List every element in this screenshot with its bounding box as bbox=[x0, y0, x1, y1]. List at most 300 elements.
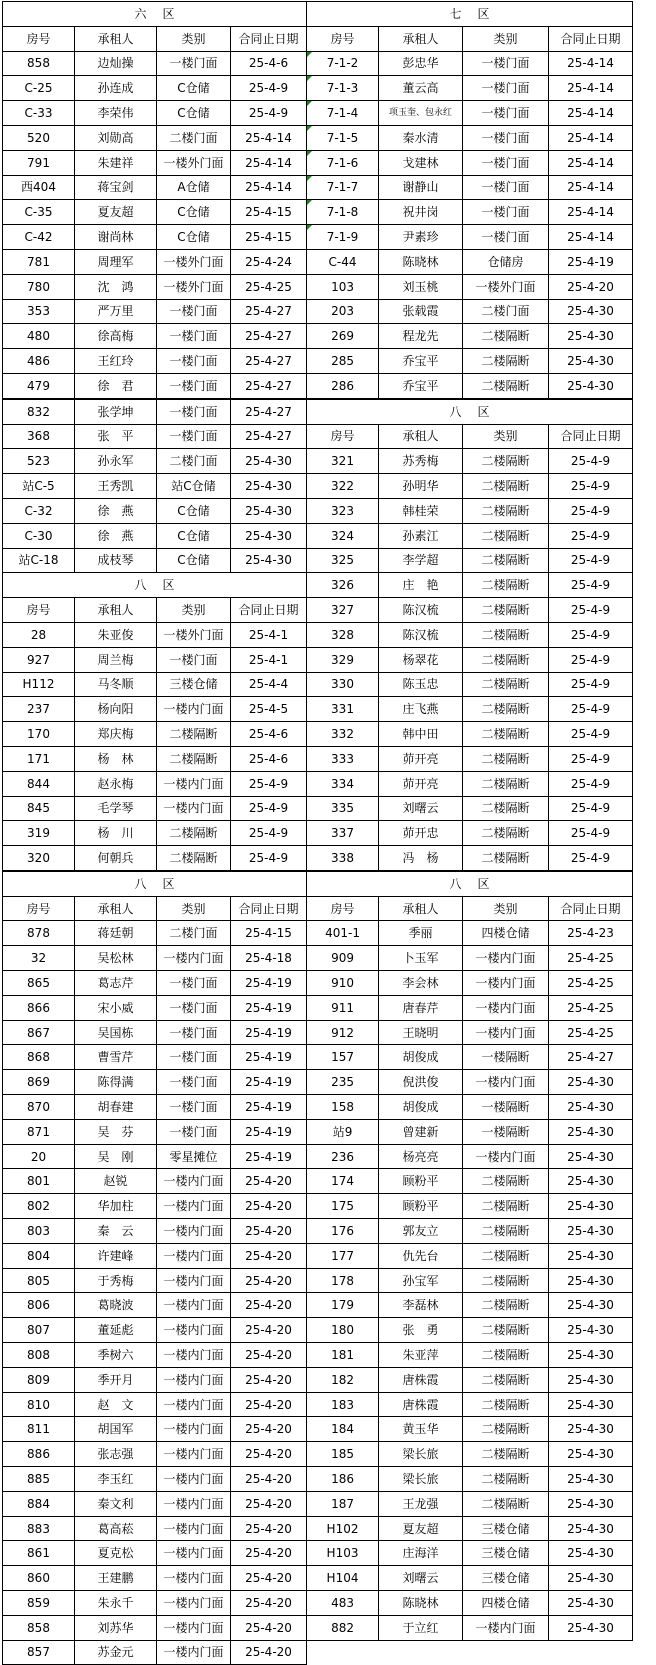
right-end-date-cell: 25-4-9 bbox=[549, 498, 633, 523]
right-tenant-cell: 梁长旅 bbox=[379, 1467, 463, 1492]
left-room-no-cell: 810 bbox=[3, 1392, 75, 1417]
right-room-no-cell: 157 bbox=[307, 1045, 379, 1070]
right-category-cell: 二楼隔断 bbox=[463, 1343, 549, 1368]
right-category-cell: 一楼门面 bbox=[463, 76, 549, 101]
right-end-date-cell: 25-4-23 bbox=[549, 921, 633, 946]
left-tenant-cell: 赵永梅 bbox=[75, 771, 157, 796]
left-tenant-cell: 苏金元 bbox=[75, 1640, 157, 1665]
right-room-no-cell: 269 bbox=[307, 324, 379, 349]
table-row bbox=[3, 101, 633, 126]
table-row bbox=[3, 51, 633, 76]
left-end-date-cell: 25-4-19 bbox=[231, 1144, 307, 1169]
left-category-cell: 二楼隔断 bbox=[157, 746, 231, 771]
right-room-no-cell: 175 bbox=[307, 1194, 379, 1219]
left-tenant-cell: 张 平 bbox=[75, 424, 157, 449]
right-end-date-cell: 25-4-30 bbox=[549, 1318, 633, 1343]
left-header-room-no: 房号 bbox=[3, 26, 75, 51]
right-category-cell: 一楼内门面 bbox=[463, 1615, 549, 1640]
left-category-cell: 一楼门面 bbox=[157, 1045, 231, 1070]
table-row bbox=[3, 523, 633, 548]
table-row bbox=[3, 200, 633, 225]
left-end-date-cell: 25-4-24 bbox=[231, 249, 307, 274]
left-header-tenant: 承租人 bbox=[75, 26, 157, 51]
left-room-no-cell: 845 bbox=[3, 796, 75, 821]
right-category-cell: 一楼门面 bbox=[463, 200, 549, 225]
section-title-row bbox=[3, 2, 633, 27]
right-category-cell: 二楼隔断 bbox=[463, 598, 549, 623]
right-room-no-cell: 235 bbox=[307, 1070, 379, 1095]
right-tenant-cell: 仇先台 bbox=[379, 1243, 463, 1268]
right-end-date-cell: 25-4-9 bbox=[549, 771, 633, 796]
left-tenant-cell: 曹雪芹 bbox=[75, 1045, 157, 1070]
left-tenant-cell: 宋小威 bbox=[75, 995, 157, 1020]
left-end-date-cell: 25-4-4 bbox=[231, 672, 307, 697]
right-end-date-cell: 25-4-30 bbox=[549, 1070, 633, 1095]
left-tenant-cell: 陈得满 bbox=[75, 1070, 157, 1095]
left-category-cell: 一楼内门面 bbox=[157, 1417, 231, 1442]
left-category-cell: C仓储 bbox=[157, 76, 231, 101]
right-room-no-cell: 7-1-6 bbox=[307, 150, 379, 175]
table-row bbox=[3, 1194, 633, 1219]
right-end-date-cell: 25-4-30 bbox=[549, 1467, 633, 1492]
left-end-date-cell: 25-4-6 bbox=[231, 722, 307, 747]
right-room-no-cell: 331 bbox=[307, 697, 379, 722]
left-room-no-cell: 871 bbox=[3, 1119, 75, 1144]
left-category-cell: 一楼内门面 bbox=[157, 1318, 231, 1343]
right-room-no-cell: 321 bbox=[307, 449, 379, 474]
right-end-date-cell: 25-4-30 bbox=[549, 1541, 633, 1566]
table-row bbox=[3, 449, 633, 474]
right-tenant-cell: 唐春芹 bbox=[379, 995, 463, 1020]
left-room-no-cell: 319 bbox=[3, 821, 75, 846]
right-header-room-no: 房号 bbox=[307, 26, 379, 51]
left-end-date-cell: 25-4-20 bbox=[231, 1640, 307, 1665]
table-row bbox=[3, 921, 633, 946]
left-tenant-cell: 董延彪 bbox=[75, 1318, 157, 1343]
left-tenant-cell: 葛高菘 bbox=[75, 1516, 157, 1541]
right-tenant-cell: 夏友超 bbox=[379, 1516, 463, 1541]
left-room-no-cell: 368 bbox=[3, 424, 75, 449]
right-header-room-no: 房号 bbox=[307, 424, 379, 449]
left-tenant-cell: 张志强 bbox=[75, 1442, 157, 1467]
left-category-cell: C仓储 bbox=[157, 200, 231, 225]
left-end-date-cell: 25-4-20 bbox=[231, 1615, 307, 1640]
right-end-date-cell: 25-4-30 bbox=[549, 1591, 633, 1616]
left-category-cell: 一楼内门面 bbox=[157, 1615, 231, 1640]
left-category-cell: 一楼内门面 bbox=[157, 1268, 231, 1293]
right-header-end-date: 合同止日期 bbox=[549, 424, 633, 449]
left-tenant-cell: 沈 鸿 bbox=[75, 274, 157, 299]
right-tenant-cell: 祝井岗 bbox=[379, 200, 463, 225]
right-category-cell: 一楼门面 bbox=[463, 150, 549, 175]
right-room-no-cell: 338 bbox=[307, 846, 379, 871]
left-room-no-cell: 927 bbox=[3, 647, 75, 672]
right-tenant-cell: 董云高 bbox=[379, 76, 463, 101]
right-tenant-cell: 孙明华 bbox=[379, 474, 463, 499]
left-room-no-cell: 486 bbox=[3, 349, 75, 374]
table-row bbox=[3, 1491, 633, 1516]
right-category-cell: 一楼门面 bbox=[463, 125, 549, 150]
right-room-no-cell: 203 bbox=[307, 299, 379, 324]
left-end-date-cell: 25-4-30 bbox=[231, 523, 307, 548]
left-tenant-cell: 王红玲 bbox=[75, 349, 157, 374]
left-header-end-date: 合同止日期 bbox=[231, 598, 307, 623]
right-category-cell: 二楼隔断 bbox=[463, 324, 549, 349]
left-end-date-cell: 25-4-19 bbox=[231, 1045, 307, 1070]
right-header-end-date: 合同止日期 bbox=[549, 26, 633, 51]
left-end-date-cell: 25-4-20 bbox=[231, 1243, 307, 1268]
left-room-no-cell: 480 bbox=[3, 324, 75, 349]
left-end-date-cell: 25-4-19 bbox=[231, 1095, 307, 1120]
table-row bbox=[3, 821, 633, 846]
left-end-date-cell: 25-4-20 bbox=[231, 1566, 307, 1591]
left-category-cell: 一楼内门面 bbox=[157, 1591, 231, 1616]
table-row bbox=[3, 1442, 633, 1467]
left-category-cell: 一楼内门面 bbox=[157, 946, 231, 971]
right-room-no-cell: 187 bbox=[307, 1491, 379, 1516]
right-end-date-cell: 25-4-9 bbox=[549, 697, 633, 722]
right-tenant-cell: 秦水清 bbox=[379, 125, 463, 150]
right-room-no-cell: 334 bbox=[307, 771, 379, 796]
left-category-cell: C仓储 bbox=[157, 225, 231, 250]
left-tenant-cell: 吴国栋 bbox=[75, 1020, 157, 1045]
left-category-cell: 二楼门面 bbox=[157, 449, 231, 474]
right-end-date-cell: 25-4-9 bbox=[549, 672, 633, 697]
right-room-no-cell: 站9 bbox=[307, 1119, 379, 1144]
left-header-end-date: 合同止日期 bbox=[231, 896, 307, 921]
right-category-cell: 一楼内门面 bbox=[463, 1070, 549, 1095]
right-category-cell: 二楼隔断 bbox=[463, 474, 549, 499]
right-end-date-cell: 25-4-14 bbox=[549, 101, 633, 126]
left-tenant-cell: 徐高梅 bbox=[75, 324, 157, 349]
left-header-room-no: 房号 bbox=[3, 598, 75, 623]
right-tenant-cell: 梁长旅 bbox=[379, 1442, 463, 1467]
table-row bbox=[3, 971, 633, 996]
left-tenant-cell: 周理军 bbox=[75, 249, 157, 274]
right-category-cell: 二楼隔断 bbox=[463, 771, 549, 796]
table-row bbox=[3, 373, 633, 398]
header-row bbox=[3, 896, 633, 921]
right-end-date-cell: 25-4-14 bbox=[549, 150, 633, 175]
left-end-date-cell: 25-4-30 bbox=[231, 449, 307, 474]
right-room-no-cell: 185 bbox=[307, 1442, 379, 1467]
right-room-no-cell: 178 bbox=[307, 1268, 379, 1293]
right-category-cell: 一楼门面 bbox=[463, 51, 549, 76]
left-category-cell: 二楼隔断 bbox=[157, 722, 231, 747]
left-end-date-cell: 25-4-20 bbox=[231, 1268, 307, 1293]
right-room-no-cell: 329 bbox=[307, 647, 379, 672]
left-end-date-cell: 25-4-20 bbox=[231, 1194, 307, 1219]
table-row bbox=[3, 1045, 633, 1070]
table-row bbox=[3, 1343, 633, 1368]
section-title-8-right: 八区 bbox=[307, 871, 633, 896]
right-empty-cell bbox=[549, 1640, 633, 1665]
left-tenant-cell: 李玉红 bbox=[75, 1467, 157, 1492]
left-end-date-cell: 25-4-20 bbox=[231, 1392, 307, 1417]
right-category-cell: 二楼隔断 bbox=[463, 1318, 549, 1343]
left-room-no-cell: 886 bbox=[3, 1442, 75, 1467]
left-category-cell: C仓储 bbox=[157, 498, 231, 523]
left-end-date-cell: 25-4-9 bbox=[231, 101, 307, 126]
right-tenant-cell: 张载霞 bbox=[379, 299, 463, 324]
left-end-date-cell: 25-4-19 bbox=[231, 1070, 307, 1095]
left-end-date-cell: 25-4-20 bbox=[231, 1367, 307, 1392]
right-room-no-cell: 7-1-8 bbox=[307, 200, 379, 225]
right-section-title: 八区 bbox=[307, 399, 633, 424]
right-category-cell: 二楼隔断 bbox=[463, 821, 549, 846]
left-end-date-cell: 25-4-1 bbox=[231, 647, 307, 672]
left-room-no-cell: 32 bbox=[3, 946, 75, 971]
right-tenant-cell: 乔宝平 bbox=[379, 349, 463, 374]
right-category-cell: 二楼隔断 bbox=[463, 523, 549, 548]
left-end-date-cell: 25-4-18 bbox=[231, 946, 307, 971]
right-category-cell: 二楼隔断 bbox=[463, 1219, 549, 1244]
right-category-cell: 一楼隔断 bbox=[463, 1119, 549, 1144]
right-room-no-cell: 285 bbox=[307, 349, 379, 374]
left-room-no-cell: 858 bbox=[3, 1615, 75, 1640]
table-row bbox=[3, 349, 633, 374]
left-category-cell: C仓储 bbox=[157, 101, 231, 126]
left-category-cell: 一楼内门面 bbox=[157, 1566, 231, 1591]
table-row bbox=[3, 399, 633, 424]
right-tenant-cell: 陈晓林 bbox=[379, 249, 463, 274]
right-category-cell: 一楼内门面 bbox=[463, 946, 549, 971]
table-row bbox=[3, 76, 633, 101]
table-row bbox=[3, 722, 633, 747]
right-end-date-cell: 25-4-20 bbox=[549, 274, 633, 299]
left-room-no-cell: 802 bbox=[3, 1194, 75, 1219]
right-tenant-cell: 陈汉梳 bbox=[379, 622, 463, 647]
left-end-date-cell: 25-4-1 bbox=[231, 622, 307, 647]
right-category-cell: 二楼隔断 bbox=[463, 796, 549, 821]
left-room-no-cell: C-33 bbox=[3, 101, 75, 126]
right-tenant-cell: 孙宝军 bbox=[379, 1268, 463, 1293]
right-room-no-cell: 183 bbox=[307, 1392, 379, 1417]
section-title-7: 七区 bbox=[307, 2, 633, 27]
left-end-date-cell: 25-4-20 bbox=[231, 1541, 307, 1566]
left-tenant-cell: 秦文利 bbox=[75, 1491, 157, 1516]
right-tenant-cell: 陈汉梳 bbox=[379, 598, 463, 623]
left-tenant-cell: 胡春建 bbox=[75, 1095, 157, 1120]
right-room-no-cell: 7-1-2 bbox=[307, 51, 379, 76]
right-room-no-cell: C-44 bbox=[307, 249, 379, 274]
left-room-no-cell: 479 bbox=[3, 373, 75, 398]
left-tenant-cell: 马冬顺 bbox=[75, 672, 157, 697]
right-room-no-cell: 7-1-4 bbox=[307, 101, 379, 126]
table-row bbox=[3, 274, 633, 299]
right-tenant-cell: 谢静山 bbox=[379, 175, 463, 200]
left-tenant-cell: 夏克松 bbox=[75, 1541, 157, 1566]
right-room-no-cell: 483 bbox=[307, 1591, 379, 1616]
right-category-cell: 三楼仓储 bbox=[463, 1516, 549, 1541]
table-row bbox=[3, 474, 633, 499]
table-row bbox=[3, 175, 633, 200]
table-row bbox=[3, 1169, 633, 1194]
table-row bbox=[3, 1070, 633, 1095]
left-tenant-cell: 季开月 bbox=[75, 1367, 157, 1392]
right-category-cell: 二楼隔断 bbox=[463, 1442, 549, 1467]
right-category-cell: 二楼隔断 bbox=[463, 672, 549, 697]
right-header-tenant: 承租人 bbox=[379, 424, 463, 449]
table-row bbox=[3, 1640, 633, 1665]
left-room-no-cell: C-35 bbox=[3, 200, 75, 225]
table-row bbox=[3, 1615, 633, 1640]
right-room-no-cell: 286 bbox=[307, 373, 379, 398]
left-end-date-cell: 25-4-14 bbox=[231, 150, 307, 175]
right-category-cell: 一楼门面 bbox=[463, 101, 549, 126]
left-room-no-cell: 883 bbox=[3, 1516, 75, 1541]
right-tenant-cell: 孙素江 bbox=[379, 523, 463, 548]
left-end-date-cell: 25-4-27 bbox=[231, 424, 307, 449]
left-category-cell: 一楼外门面 bbox=[157, 249, 231, 274]
left-category-cell: 一楼内门面 bbox=[157, 1491, 231, 1516]
left-category-cell: 一楼门面 bbox=[157, 971, 231, 996]
left-end-date-cell: 25-4-20 bbox=[231, 1169, 307, 1194]
left-header-room-no: 房号 bbox=[3, 896, 75, 921]
left-category-cell: 二楼门面 bbox=[157, 125, 231, 150]
right-tenant-cell: 陈晓林 bbox=[379, 1591, 463, 1616]
left-end-date-cell: 25-4-20 bbox=[231, 1318, 307, 1343]
left-room-no-cell: 803 bbox=[3, 1219, 75, 1244]
left-tenant-cell: 吴松林 bbox=[75, 946, 157, 971]
right-room-no-cell: 328 bbox=[307, 622, 379, 647]
right-room-no-cell: 909 bbox=[307, 946, 379, 971]
left-end-date-cell: 25-4-27 bbox=[231, 373, 307, 398]
right-tenant-cell: 刘玉桃 bbox=[379, 274, 463, 299]
left-tenant-cell: 华加柱 bbox=[75, 1194, 157, 1219]
right-tenant-cell: 苏秀梅 bbox=[379, 449, 463, 474]
right-category-cell: 二楼隔断 bbox=[463, 846, 549, 871]
right-room-no-cell: 401-1 bbox=[307, 921, 379, 946]
left-tenant-cell: 谢尚林 bbox=[75, 225, 157, 250]
right-room-no-cell: 7-1-9 bbox=[307, 225, 379, 250]
left-header-category: 类别 bbox=[157, 896, 231, 921]
left-tenant-cell: 蒋廷朝 bbox=[75, 921, 157, 946]
right-end-date-cell: 25-4-14 bbox=[549, 125, 633, 150]
header-row bbox=[3, 26, 633, 51]
right-tenant-cell: 唐株霞 bbox=[379, 1392, 463, 1417]
right-room-no-cell: 184 bbox=[307, 1417, 379, 1442]
right-category-cell: 二楼门面 bbox=[463, 299, 549, 324]
left-category-cell: 一楼门面 bbox=[157, 51, 231, 76]
left-tenant-cell: 边灿操 bbox=[75, 51, 157, 76]
left-tenant-cell: 葛志芹 bbox=[75, 971, 157, 996]
table-row bbox=[3, 1566, 633, 1591]
left-tenant-cell: 徐 君 bbox=[75, 373, 157, 398]
right-end-date-cell: 25-4-30 bbox=[549, 349, 633, 374]
table-row bbox=[3, 995, 633, 1020]
right-end-date-cell: 25-4-30 bbox=[549, 299, 633, 324]
left-tenant-cell: 葛晓波 bbox=[75, 1293, 157, 1318]
right-category-cell: 二楼隔断 bbox=[463, 722, 549, 747]
left-tenant-cell: 赵锐 bbox=[75, 1169, 157, 1194]
right-end-date-cell: 25-4-30 bbox=[549, 1293, 633, 1318]
section-title-row bbox=[3, 871, 633, 896]
left-category-cell: 一楼内门面 bbox=[157, 697, 231, 722]
left-room-no-cell: 866 bbox=[3, 995, 75, 1020]
left-category-cell: 一楼门面 bbox=[157, 647, 231, 672]
left-tenant-cell: 张学坤 bbox=[75, 399, 157, 424]
left-room-no-cell: 791 bbox=[3, 150, 75, 175]
right-category-cell: 二楼隔断 bbox=[463, 746, 549, 771]
right-category-cell: 一楼内门面 bbox=[463, 1144, 549, 1169]
left-category-cell: 二楼门面 bbox=[157, 921, 231, 946]
right-room-no-cell: 177 bbox=[307, 1243, 379, 1268]
left-tenant-cell: 朱永千 bbox=[75, 1591, 157, 1616]
right-end-date-cell: 25-4-27 bbox=[549, 1045, 633, 1070]
left-category-cell: 一楼内门面 bbox=[157, 1243, 231, 1268]
table-row bbox=[3, 946, 633, 971]
left-header-end-date: 合同止日期 bbox=[231, 26, 307, 51]
left-tenant-cell: 赵 文 bbox=[75, 1392, 157, 1417]
left-category-cell: 一楼外门面 bbox=[157, 274, 231, 299]
table-row bbox=[3, 1392, 633, 1417]
right-tenant-cell: 朱亚萍 bbox=[379, 1343, 463, 1368]
right-room-no-cell: 7-1-7 bbox=[307, 175, 379, 200]
right-end-date-cell: 25-4-30 bbox=[549, 1392, 633, 1417]
table-row bbox=[3, 1119, 633, 1144]
left-room-no-cell: 807 bbox=[3, 1318, 75, 1343]
left-room-no-cell: 170 bbox=[3, 722, 75, 747]
block-6-8 bbox=[2, 399, 633, 871]
table-row bbox=[3, 622, 633, 647]
left-category-cell: 一楼门面 bbox=[157, 1119, 231, 1144]
right-tenant-cell: 顾粉平 bbox=[379, 1169, 463, 1194]
right-end-date-cell: 25-4-14 bbox=[549, 175, 633, 200]
right-room-no-cell: 327 bbox=[307, 598, 379, 623]
left-tenant-cell: 于秀梅 bbox=[75, 1268, 157, 1293]
right-tenant-cell: 尹素珍 bbox=[379, 225, 463, 250]
left-end-date-cell: 25-4-27 bbox=[231, 299, 307, 324]
right-room-no-cell: 7-1-3 bbox=[307, 76, 379, 101]
right-end-date-cell: 25-4-9 bbox=[549, 846, 633, 871]
left-room-no-cell: 520 bbox=[3, 125, 75, 150]
left-end-date-cell: 25-4-20 bbox=[231, 1442, 307, 1467]
table-row bbox=[3, 1293, 633, 1318]
right-room-no-cell: 182 bbox=[307, 1367, 379, 1392]
left-end-date-cell: 25-4-14 bbox=[231, 175, 307, 200]
right-tenant-cell: 韩中田 bbox=[379, 722, 463, 747]
left-end-date-cell: 25-4-9 bbox=[231, 846, 307, 871]
table-row bbox=[3, 1144, 633, 1169]
right-end-date-cell: 25-4-25 bbox=[549, 995, 633, 1020]
left-tenant-cell: 杨向阳 bbox=[75, 697, 157, 722]
left-tenant-cell: 蒋宝剑 bbox=[75, 175, 157, 200]
right-room-no-cell: 158 bbox=[307, 1095, 379, 1120]
table-row bbox=[3, 424, 633, 449]
right-room-no-cell: 323 bbox=[307, 498, 379, 523]
left-tenant-cell: 郑庆梅 bbox=[75, 722, 157, 747]
right-tenant-cell: 倪洪俊 bbox=[379, 1070, 463, 1095]
right-room-no-cell: 912 bbox=[307, 1020, 379, 1045]
right-tenant-cell: 程龙先 bbox=[379, 324, 463, 349]
right-room-no-cell: 911 bbox=[307, 995, 379, 1020]
right-end-date-cell: 25-4-9 bbox=[549, 722, 633, 747]
right-category-cell: 二楼隔断 bbox=[463, 573, 549, 598]
left-tenant-cell: 秦 云 bbox=[75, 1219, 157, 1244]
right-end-date-cell: 25-4-30 bbox=[549, 1516, 633, 1541]
table-row bbox=[3, 1541, 633, 1566]
right-category-cell: 三楼仓储 bbox=[463, 1541, 549, 1566]
left-category-cell: 一楼内门面 bbox=[157, 1516, 231, 1541]
right-tenant-cell: 冯 杨 bbox=[379, 846, 463, 871]
table-row bbox=[3, 299, 633, 324]
left-end-date-cell: 25-4-14 bbox=[231, 125, 307, 150]
right-tenant-cell: 茆开忠 bbox=[379, 821, 463, 846]
left-end-date-cell: 25-4-20 bbox=[231, 1491, 307, 1516]
left-room-no-cell: 861 bbox=[3, 1541, 75, 1566]
right-room-no-cell: 180 bbox=[307, 1318, 379, 1343]
